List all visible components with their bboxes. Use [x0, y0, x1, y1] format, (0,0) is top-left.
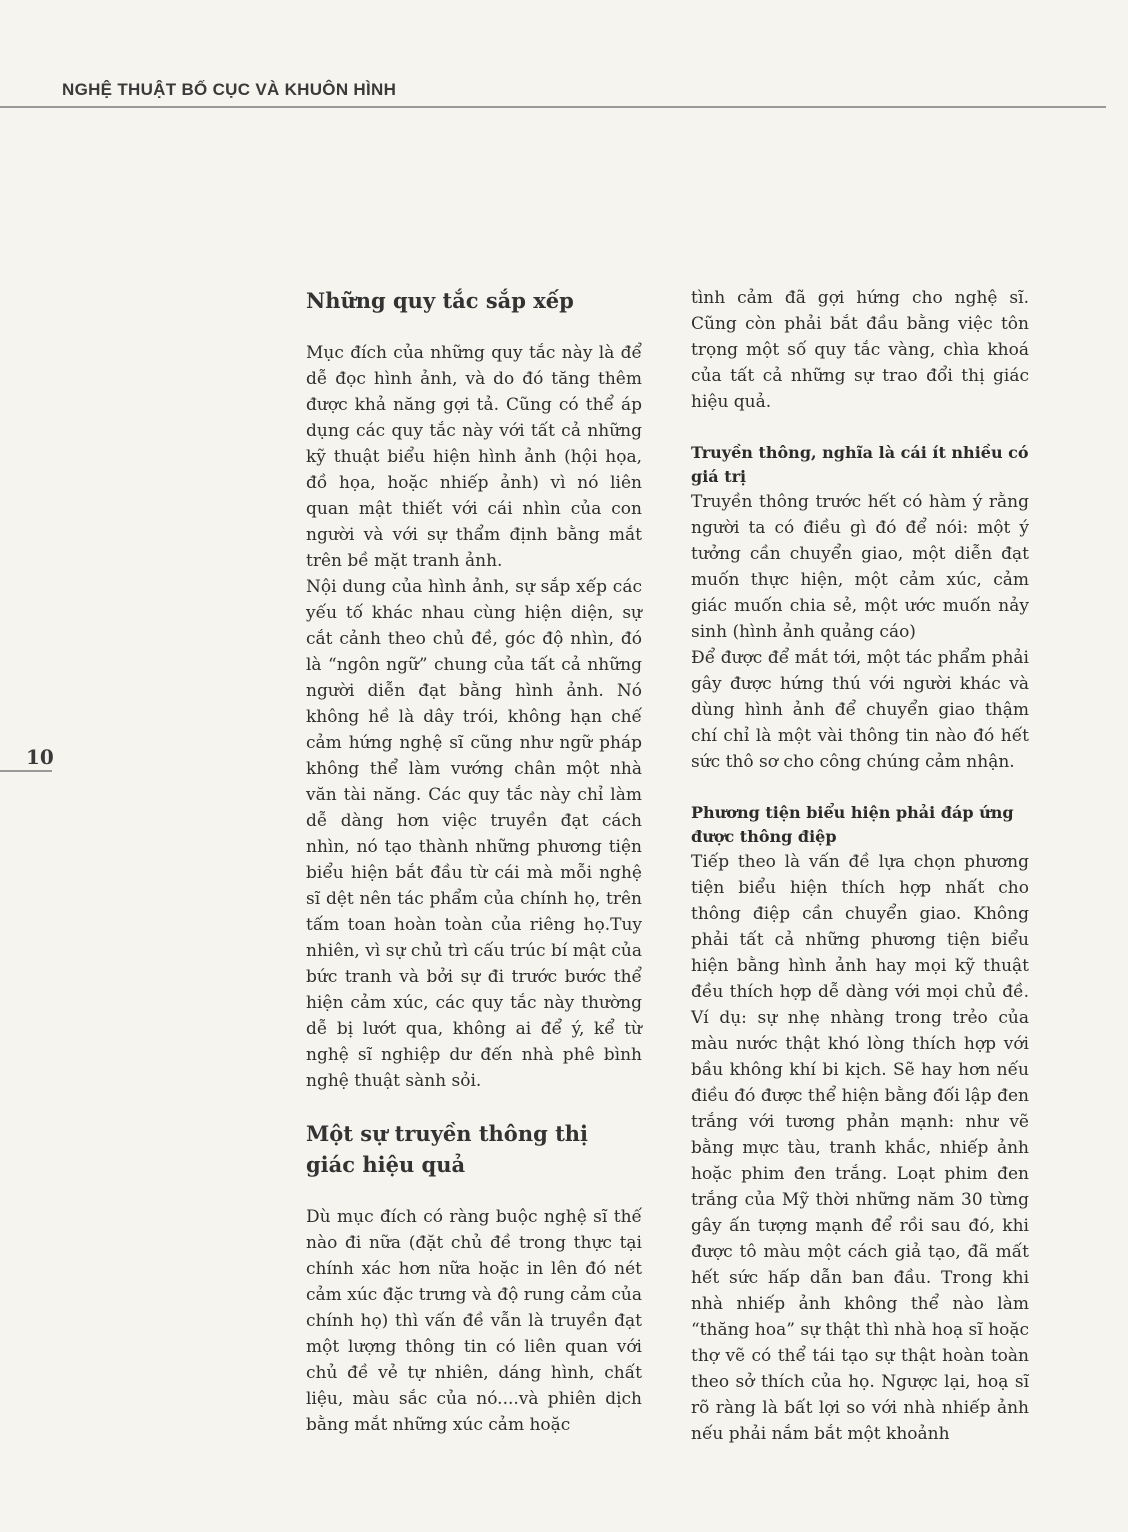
paragraph: Nội dung của hình ảnh, sự sắp xếp các yếu tố khác nhau cùng hiện diện, sự cắt cảnh theo chủ đề, góc độ nhìn, đó là “ngôn ngữ” chung của tất cả những người diễn đạt bằng hình ảnh. Nó không hề là dây trói, không hạn chế cảm hứng nghệ sĩ cũng như ngữ pháp không thể làm vướng chân một nhà văn tài năng. Các quy tắc này chỉ làm dễ dàng hơn việc truyền đạt cách nhìn, nó tạo thành những phương tiện biểu hiện bắt đầu từ cái mà mỗi nghệ sĩ dệt nên tác phẩm của chính họ, trên tấm toan hoàn toàn của riêng họ.Tuy nhiên, vì sự chủ trì cấu trúc bí mật của bức tranh và bởi sự đi trước bước thể hiện cảm xúc, các quy tắc này thường dễ bị lướt qua, không ai để ý, kể từ nghệ sĩ nghiệp dư đến nhà phê bình nghệ thuật sành sỏi. — [306, 577, 642, 1091]
page-number-rule — [0, 770, 52, 772]
paragraph: Tiếp theo là vấn đề lựa chọn phương tiện biểu hiện thích hợp nhất cho thông điệp cần chuyển giao. Không phải tất cả những phương tiện biểu hiện bằng hình ảnh hay mọi kỹ thuật đều thích hợp dễ dàng với mọi chủ đề. Ví dụ: sự nhẹ nhàng trong trẻo của màu nước thật khó lòng thích hợp với bầu không khí bi kịch. Sẽ hay hơn nếu điều đó được thể hiện bằng đối lập đen trắng với tương phản mạnh: như vẽ bằng mực tàu, tranh khắc, nhiếp ảnh hoặc phim đen trắng. Loạt phim đen trắng của Mỹ thời những năm 30 từng gây ấn tượng mạnh để rồi sau đó, khi được tô màu một cách giả tạo, đã mất hết sức hấp dẫn ban đầu. Trong khi nhà nhiếp ảnh không thể nào làm “thăng hoa” sự thật thì nhà hoạ sĩ hoặc thợ vẽ có thể tái tạo sự thật hoàn toàn theo sở thích của họ. Ngược lại, hoạ sĩ rõ ràng là bất lợi so với nhà nhiếp ảnh nếu phải nắm bắt một khoảnh — [691, 852, 1029, 1444]
paragraph: Dù mục đích có ràng buộc nghệ sĩ thế nào đi nữa (đặt chủ đề trong thực tại chính xác hơn nữa hoặc in lên đó nét cảm xúc đặc trưng và độ rung cảm của chính họ) thì vấn đề vẫn là truyền đạt một lượng thông tin có liên quan với chủ đề vẻ tự nhiên, dáng hình, chất liệu, màu sắc của nó....và phiên dịch bằng mắt những xúc cảm hoặc — [306, 1207, 642, 1435]
paragraph: tình cảm đã gợi hứng cho nghệ sĩ. Cũng còn phải bắt đầu bằng việc tôn trọng một số quy tắc vàng, chìa khoá của tất cả những sự trao đổi thị giác hiệu quả. — [691, 288, 1029, 412]
subheading: Truyền thông, nghĩa là cái ít nhiều có giá trị — [691, 443, 1029, 486]
left-column — [306, 285, 642, 1438]
running-header: NGHỆ THUẬT BỐ CỤC VÀ KHUÔN HÌNH — [62, 80, 397, 99]
section-title: Những quy tắc sắp xếp — [306, 288, 574, 313]
page-number: 10 — [26, 745, 54, 769]
section-title: Một sự truyền thông thị giác hiệu quả — [306, 1121, 589, 1177]
right-column — [691, 285, 1029, 1447]
paragraph: Truyền thông trước hết có hàm ý rằng người ta có điều gì đó để nói: một ý tưởng cần chuyển giao, một diễn đạt muốn thực hiện, một cảm xúc, cảm giác muốn chia sẻ, một ước muốn nảy sinh (hình ảnh quảng cáo) — [691, 492, 1029, 642]
subheading: Phương tiện biểu hiện phải đáp ứng được thông điệp — [691, 803, 1014, 846]
header-rule — [0, 106, 1106, 108]
paragraph: Để được để mắt tới, một tác phẩm phải gây được hứng thú với người khác và dùng hình ảnh để chuyển giao thậm chí chỉ là một vài thông tin nào đó hết sức thô sơ cho công chúng cảm nhận. — [691, 648, 1029, 772]
paragraph: Mục đích của những quy tắc này là để dễ đọc hình ảnh, và do đó tăng thêm được khả năng gợi tả. Cũng có thể áp dụng các quy tắc này với tất cả những kỹ thuật biểu hiện hình ảnh (hội họa, đồ họa, hoặc nhiếp ảnh) vì nó liên quan mật thiết với cái nhìn của con người và với sự thẩm định bằng mắt trên bề mặt tranh ảnh. — [306, 343, 642, 571]
